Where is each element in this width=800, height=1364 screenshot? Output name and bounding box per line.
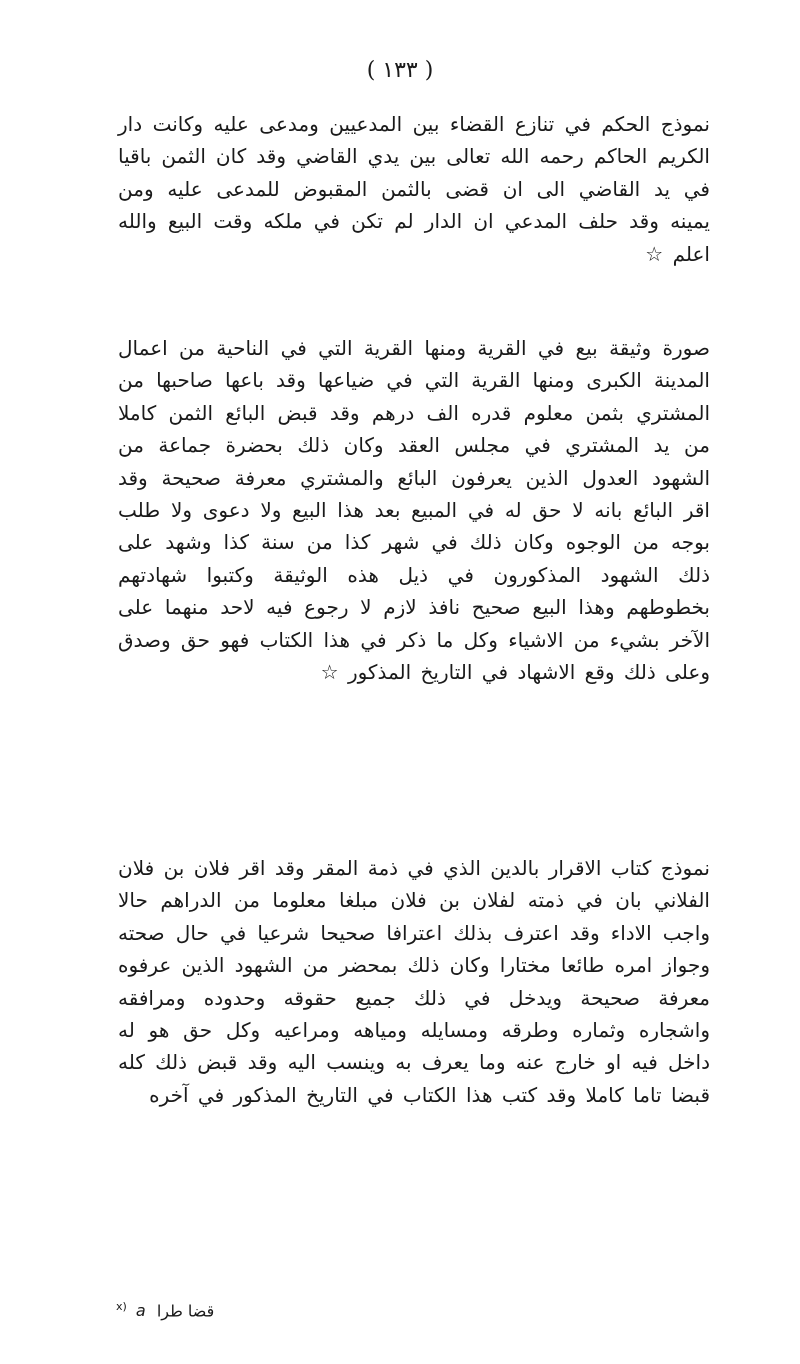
paragraph-2: صورة وثيقة بيع في القرية ومنها القرية التي في الناحية من اعمال المدينة الكبرى ومنها القرية التي في ضياعها وقد باعها صاحبها من المشتري بثمن معلوم قدره الف درهم وقد قبض البائع الثمن كاملا من يد المشتري في مجلس العقد وكان ذلك بحضرة جماعة من الشهود العدول الذين يعرفون البائع والمشتري معرفة صحيحة وقد اقر البائع بانه لا حق له في المبيع بعد هذا البيع ولا دعوى ولا طلب بوجه من الوجوه وكان ذلك في شهر كذا من سنة كذا وشهد على ذلك الشهود المذكورون في ذيل هذه الوثيقة وكتبوا شهادتهم بخطوطهم وهذا البيع صحيح نافذ لازم لا رجوع فيه لاحد منهما على الآخر بشيء من الاشياء وكل ما ذكر في هذا الكتاب فهو حق وصدق وعلى ذلك وقع الاشهاد في التاريخ المذكور ☆ [118, 336, 710, 685]
footnote-letter: a [135, 1301, 146, 1321]
footnote-text: قضا طرا [156, 1301, 215, 1321]
paragraph-3: نموذج كتاب الاقرار بالدين الذي في ذمة المقر وقد اقر فلان بن فلان الفلاني بان في ذمته لفلان بن فلان مبلغا معلوما من الدراهم حالا واجب الاداء وقد اعترف بذلك اعترافا صحيحا شرعيا في حال صحته وجواز امره طائعا مختارا وكان ذلك بمحضر من الشهود الذين عرفوه معرفة صحيحة ويدخل في ذلك جميع حقوقه وحدوده ومرافقه واشجاره وثماره وطرقه ومسايله ومياهه ومراعيه وكل حق هو له داخل فيه او خارج عنه وما يعرف به وينسب اليه وقد قبض ذلك كله قبضا تاما كاملا وقد كتب هذا الكتاب في التاريخ المذكور في آخره [118, 856, 710, 1107]
page-number: ( ۱۳۳ ) [366, 58, 434, 83]
paragraph-1: نموذج الحكم في تنازع القضاء بين المدعيين ومدعى عليه وكانت دار الكريم الحاكم رحمه الله تعالى بين يدي القاضي وقد كان الثمن باقيا في يد القاضي الى ان قضى بالثمن المقبوض للمدعى عليه ومن يمينه وقد حلف المدعي ان الدار لم تكن في ملكه وقت البيع والله اعلم ☆ [118, 112, 710, 266]
footnote-marker: x) [116, 1300, 127, 1313]
footnote [116, 1297, 316, 1321]
